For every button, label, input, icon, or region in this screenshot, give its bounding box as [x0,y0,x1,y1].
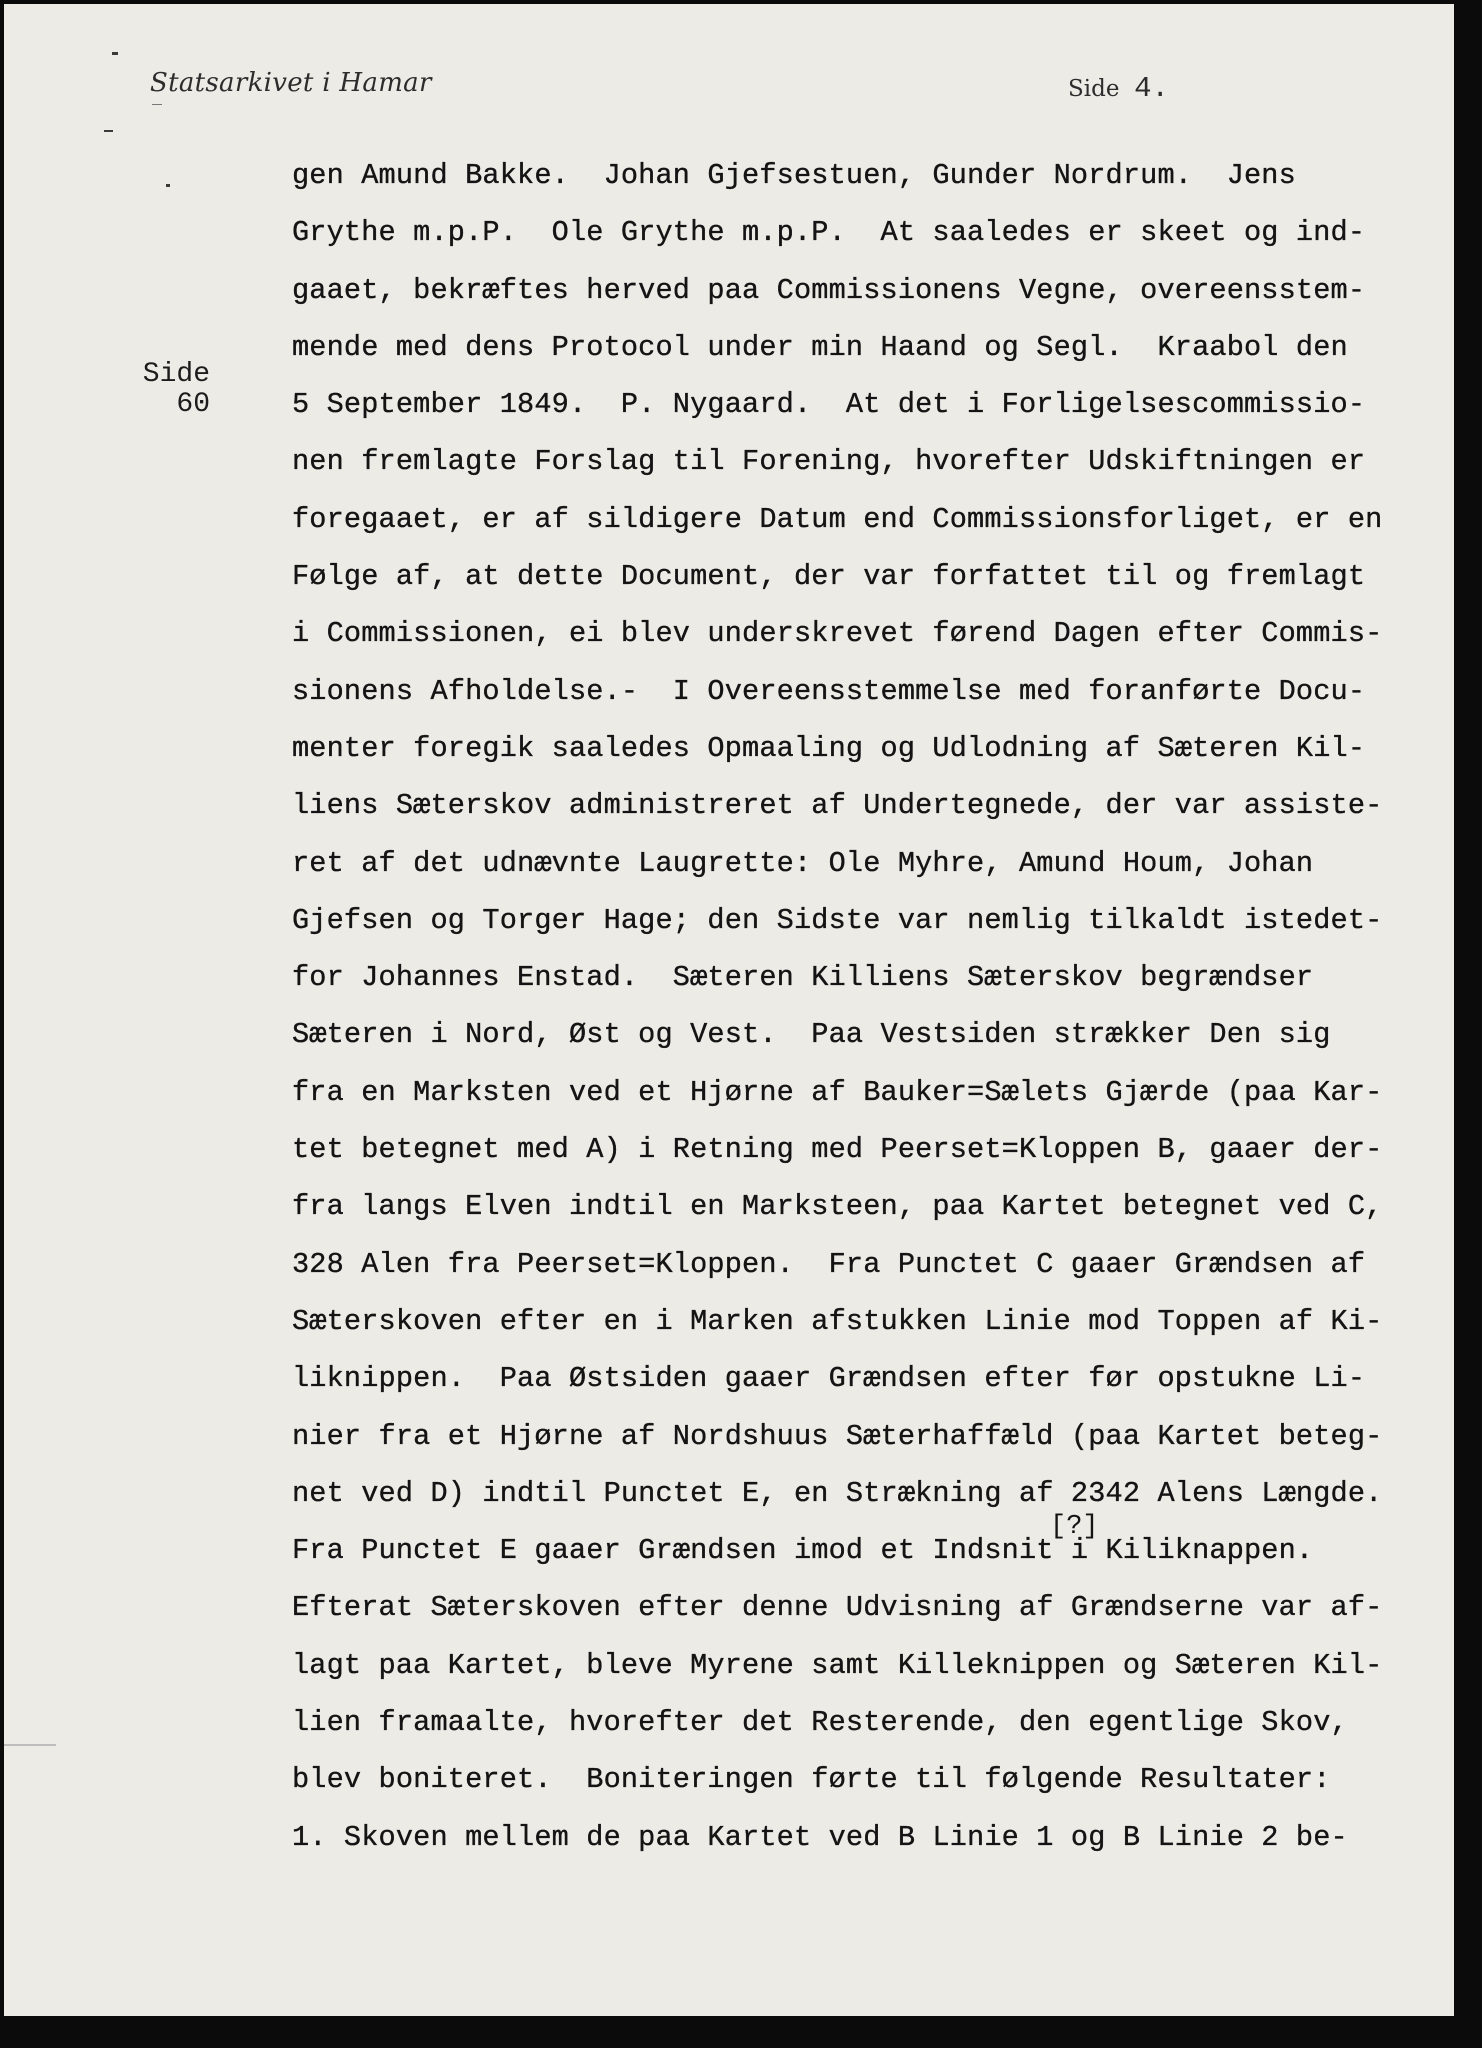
text-line: ret af det udnævnte Laugrette: Ole Myhre, Amund Houm, Johan [292,846,1314,880]
page-label: Side [1068,76,1120,102]
text-line: liens Sæterskov administreret af Undertegnede, der var assiste- [292,789,1383,823]
scan-speck [166,184,170,187]
document-page [4,4,1454,2016]
archive-name: Statsarkivet i Hamar [150,68,432,98]
text-line: Sæteren i Nord, Øst og Vest. Paa Vestsiden strækker Den sig [292,1018,1331,1052]
text-line: lagt paa Kartet, bleve Myrene samt Killeknippen og Sæteren Kil- [292,1648,1383,1682]
text-line: lien framaalte, hvorefter det Resterende, den egentlige Skov, [292,1706,1348,1740]
text-line: Fra Punctet E gaaer Grændsen imod et Indsnit i Kiliknappen. [292,1534,1314,1568]
text-line: net ved D) indtil Punctet E, en Strækning af 2342 Alens Længde. [292,1476,1383,1510]
text-line: gaaet, bekræftes herved paa Commissionens Vegne, overeensstem- [292,273,1366,307]
text-line: fra en Marksten ved et Hjørne af Bauker=Sælets Gjærde (paa Kar- [292,1075,1383,1109]
text-line: sionens Afholdelse.- I Overeensstemmelse med foranførte Docu- [292,674,1366,708]
text-line: for Johannes Enstad. Sæteren Killiens Sæterskov begrændser [292,961,1314,995]
text-line: 1. Skoven mellem de paa Kartet ved B Linie 1 og B Linie 2 be- [292,1820,1348,1854]
text-line: i Commissionen, ei blev underskrevet førend Dagen efter Commis- [292,617,1383,651]
text-line: Efterat Sæterskoven efter denne Udvisning af Grændserne var af- [292,1591,1383,1625]
text-line: 5 September 1849. P. Nygaard. At det i Forligelsescommissio- [292,388,1366,422]
text-line: Sæterskoven efter en i Marken afstukken Linie mod Toppen af Ki- [292,1304,1383,1338]
text-line: Grythe m.p.P. Ole Grythe m.p.P. At saaledes er skeet og ind- [292,216,1366,250]
page-number: 4. [1134,72,1169,105]
text-line: gen Amund Bakke. Johan Gjefsestuen, Gunder Nordrum. Jens [292,159,1296,192]
text-line: blev boniteret. Boniteringen førte til følgende Resultater: [292,1763,1331,1797]
typed-transcription-body [292,156,1382,1875]
scan-speck [104,130,113,132]
text-line: liknippen. Paa Østsiden gaaer Grændsen efter før opstukne Li- [292,1362,1366,1396]
margin-side-number: 60 [176,389,210,420]
text-line: nen fremlagte Forslag til Forening, hvorefter Udskiftningen er [292,445,1366,479]
text-line: nier fra et Hjørne af Nordshuus Sæterhaffæld (paa Kartet beteg- [292,1419,1383,1453]
interlinear-uncertainty-note: [?] [1050,1512,1099,1542]
page-number-header [1068,72,1169,105]
scan-speck [112,52,118,55]
text-line: menter foregik saaledes Opmaaling og Udlodning af Sæteren Kil- [292,731,1366,765]
text-line: fra langs Elven indtil en Marksteen, paa Kartet betegnet ved C, [292,1190,1383,1224]
margin-rule [4,1744,56,1746]
text-line: Følge af, at dette Document, der var forfattet til og fremlagt [292,560,1366,594]
text-line: tet betegnet med A) i Retning med Peerset=Kloppen B, gaaer der- [292,1133,1383,1167]
scan-speck [152,104,162,105]
text-line: 328 Alen fra Peerset=Kloppen. Fra Punctet C gaaer Grændsen af [292,1247,1366,1281]
text-line: Gjefsen og Torger Hage; den Sidste var nemlig tilkaldt istedet- [292,903,1383,937]
margin-side-label: Side [142,359,210,390]
margin-page-reference [130,360,210,420]
text-line: foregaaet, er af sildigere Datum end Commissionsforliget, er en [292,502,1383,536]
text-line: mende med dens Protocol under min Haand og Segl. Kraabol den [292,330,1348,364]
